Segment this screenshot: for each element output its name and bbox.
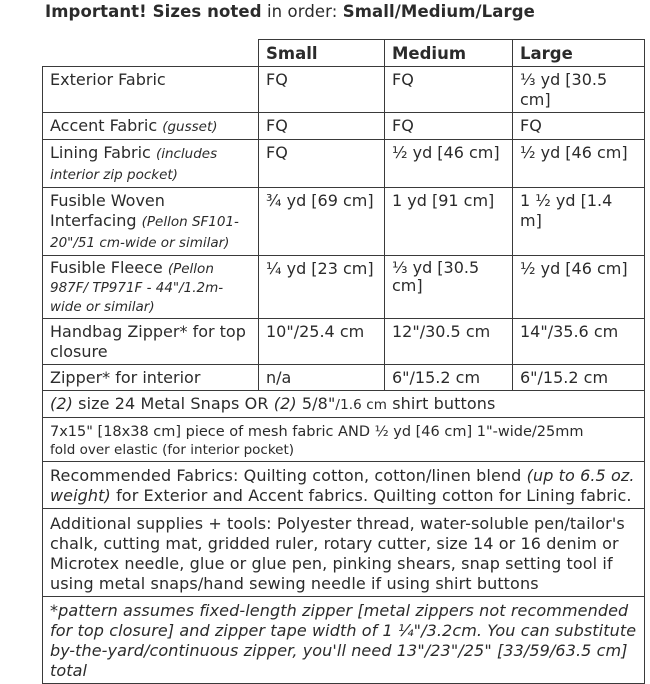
mesh-line-1: 7x15" [18x38 cm] piece of mesh fabric AND ½ yd [46 cm] 1"-wide/25mm [50,424,584,440]
row-label-text: Fusible Woven Interfacing [50,191,165,230]
table-row [43,256,645,319]
mesh-row [43,418,645,462]
supplies-cell: Additional supplies + tools: Polyester thread, water-soluble pen/tailor's chalk, cutting mat, gridded ruler, rotary cutter, size 14 or 16 denim or Microtex needle, glue or glue pen, pinking shears, snap setting tool if using metal snaps/hand sewing needle if using shirt buttons [43,509,645,597]
table-row [43,365,645,391]
recommended-text-b: (up to 6.5 oz. weight) [50,466,635,505]
cell-large: FQ [513,113,645,140]
col-header-medium: Medium [385,40,513,67]
cell-medium: 1 yd [91 cm] [385,188,513,256]
table-row [43,113,645,140]
col-header-small: Small [259,40,385,67]
row-label-note: (includes interior zip pocket) [50,146,218,183]
row-label [43,140,259,188]
cell-large: ½ yd [46 cm] [513,140,645,188]
cell-medium: 6"/15.2 cm [385,365,513,391]
row-label [43,365,259,391]
cell-large: ⅓ yd [30.5 cm] [513,67,645,113]
row-label-note: (Pellon SF101- 20"/51 cm-wide or similar) [50,214,239,251]
snaps-text-3: shirt buttons [387,394,496,413]
footnote-cell: *pattern assumes fixed-length zipper [metal zippers not recommended for top closure] and zipper tape width of 1 ¼"/3.2cm. You can substitute by-the-yard/continuous zipper, you'll need 13"/23"/25" [33/59/63.5 cm] total [43,597,645,684]
table-row [43,140,645,188]
row-label-note: (gusset) [162,119,218,135]
heading-normal: in order: [261,2,343,21]
cell-small: FQ [259,140,385,188]
cell-small: n/a [259,365,385,391]
table-row [43,67,645,113]
cell-large: 1 ½ yd [1.4 m] [513,188,645,256]
recommended-cell [43,462,645,509]
recommended-row [43,462,645,509]
row-label [43,67,259,113]
recommended-text-c: for Exterior and Accent fabrics. Quilting cotton for Lining fabric. [110,486,632,505]
row-label-text: Exterior Fabric [50,70,166,89]
row-label [43,319,259,365]
cell-large: 6"/15.2 cm [513,365,645,391]
row-label [43,256,259,319]
snaps-text-1: size 24 Metal Snaps OR [72,394,274,413]
cell-small: 10"/25.4 cm [259,319,385,365]
cell-medium: FQ [385,113,513,140]
cell-small: ¼ yd [23 cm] [259,256,385,319]
table-row [43,319,645,365]
supplies-row [43,509,645,597]
cell-medium: ½ yd [46 cm] [385,140,513,188]
cell-large: 14"/35.6 cm [513,319,645,365]
cell-medium: FQ [385,67,513,113]
cell-small: ¾ yd [69 cm] [259,188,385,256]
cell-medium: ⅓ yd [30.5 cm] [385,256,513,319]
snaps-unit: /1.6 cm [335,397,388,413]
header-empty-cell [43,40,259,67]
cell-small: FQ [259,67,385,113]
row-label [43,113,259,140]
snaps-qty-2: (2) [273,394,297,413]
cell-medium: 12"/30.5 cm [385,319,513,365]
cell-large: ½ yd [46 cm] [513,256,645,319]
mesh-line-2: fold over elastic (for interior pocket) [50,442,295,458]
row-label-text: Accent Fabric [50,116,163,135]
row-label-text: Zipper* for interior [50,368,201,387]
header-row [43,40,645,67]
heading-bold-2: Small/Medium/Large [342,2,535,21]
col-header-large: Large [513,40,645,67]
snaps-qty-1: (2) [50,394,73,413]
page-heading [45,2,535,21]
footnote-row [43,597,645,684]
cell-small: FQ [259,113,385,140]
heading-bold-1: Important! Sizes noted [45,2,262,21]
row-label [43,188,259,256]
table-row [43,188,645,256]
requirements-table [42,39,645,684]
snaps-text-2: 5/8" [296,394,336,413]
recommended-text-a: Recommended Fabrics: Quilting cotton, cotton/linen blend [50,466,527,485]
mesh-cell [43,418,645,462]
row-label-text: Lining Fabric [50,143,156,162]
row-label-text: Handbag Zipper* for top closure [50,322,246,361]
row-label-note: (Pellon 987F/ TP971F - 44"/1.2m-wide or similar) [50,261,224,315]
snaps-row [43,391,645,418]
snaps-cell [43,391,645,418]
row-label-text: Fusible Fleece [50,258,168,277]
